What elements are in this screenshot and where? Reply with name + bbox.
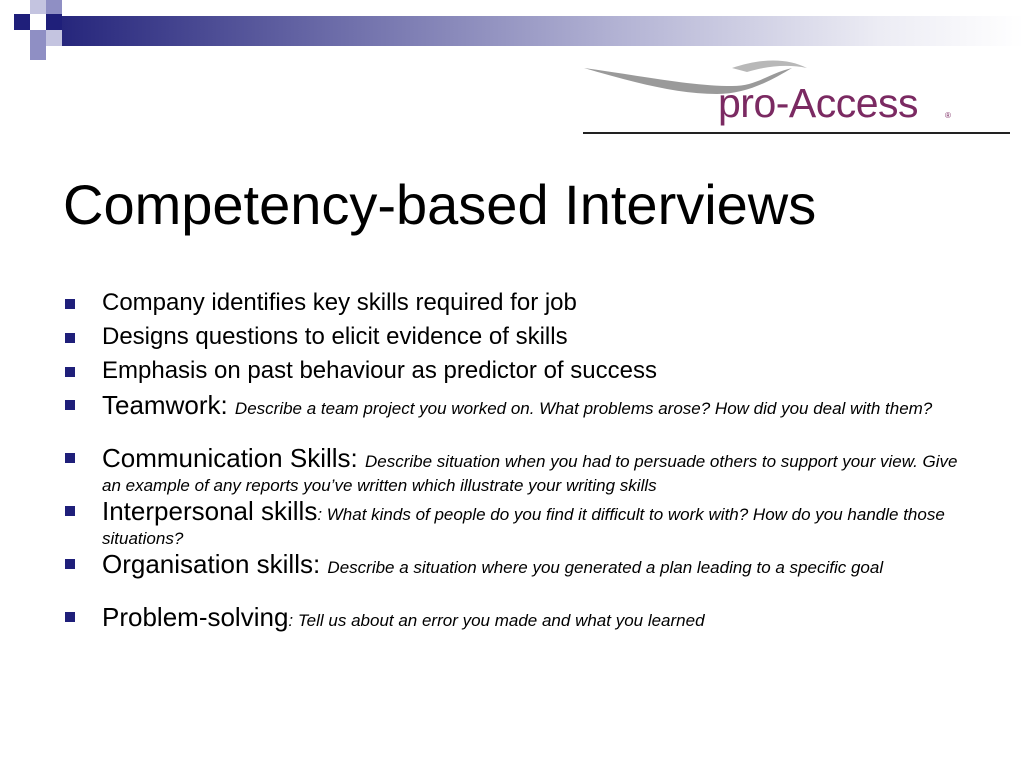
bullet-text: Emphasis on past behaviour as predictor of success (102, 357, 657, 384)
skill-question: Describe a team project you worked on. What problems arose? How did you deal with them? (234, 399, 933, 418)
list-item (0, 354, 1024, 388)
skill-question: : Tell us about an error you made and what you learned (288, 611, 705, 630)
square-bullet-icon (65, 612, 75, 622)
corner-square (30, 46, 46, 60)
square-bullet-icon (65, 506, 75, 516)
skill-heading: Interpersonal skills (102, 496, 318, 526)
skill-question: : What kinds of people do you find it difficult to work with? How do you handle those situations? (102, 505, 945, 548)
corner-square (30, 0, 46, 14)
square-bullet-icon (65, 299, 75, 309)
square-bullet-icon (65, 367, 75, 377)
registered-mark: ® (945, 111, 951, 120)
list-item (0, 286, 1024, 320)
skill-heading: Problem-solving (102, 602, 289, 632)
square-bullet-icon (65, 333, 75, 343)
corner-square (30, 30, 46, 46)
logo-text: pro-Access (718, 80, 919, 126)
corner-square (46, 14, 62, 30)
list-item (0, 390, 1024, 443)
list-item (0, 443, 1024, 496)
square-bullet-icon (65, 559, 75, 569)
bullet-list (0, 286, 1024, 642)
logo-underline (583, 132, 1010, 134)
slide-title: Competency-based Interviews (63, 173, 817, 236)
skill-heading: Organisation skills: (102, 549, 328, 579)
corner-square (46, 30, 62, 46)
corner-square (14, 14, 30, 30)
corner-square (46, 0, 62, 14)
list-item (0, 496, 1024, 549)
skill-question: Describe situation when you had to persuade others to support your view. Give an example of any reports you’ve written which illustrate your writing skills (102, 452, 958, 495)
header-gradient-band (62, 16, 1024, 46)
square-bullet-icon (65, 400, 75, 410)
skill-heading: Communication Skills: (102, 443, 365, 473)
bullet-text: Designs questions to elicit evidence of skills (102, 323, 568, 350)
list-item (0, 549, 1024, 602)
skill-question: Describe a situation where you generated a plan leading to a specific goal (327, 558, 884, 577)
list-item (0, 320, 1024, 354)
skill-heading: Teamwork: (102, 390, 235, 420)
square-bullet-icon (65, 453, 75, 463)
bullet-text: Company identifies key skills required for job (102, 289, 577, 316)
list-item (0, 602, 1024, 642)
